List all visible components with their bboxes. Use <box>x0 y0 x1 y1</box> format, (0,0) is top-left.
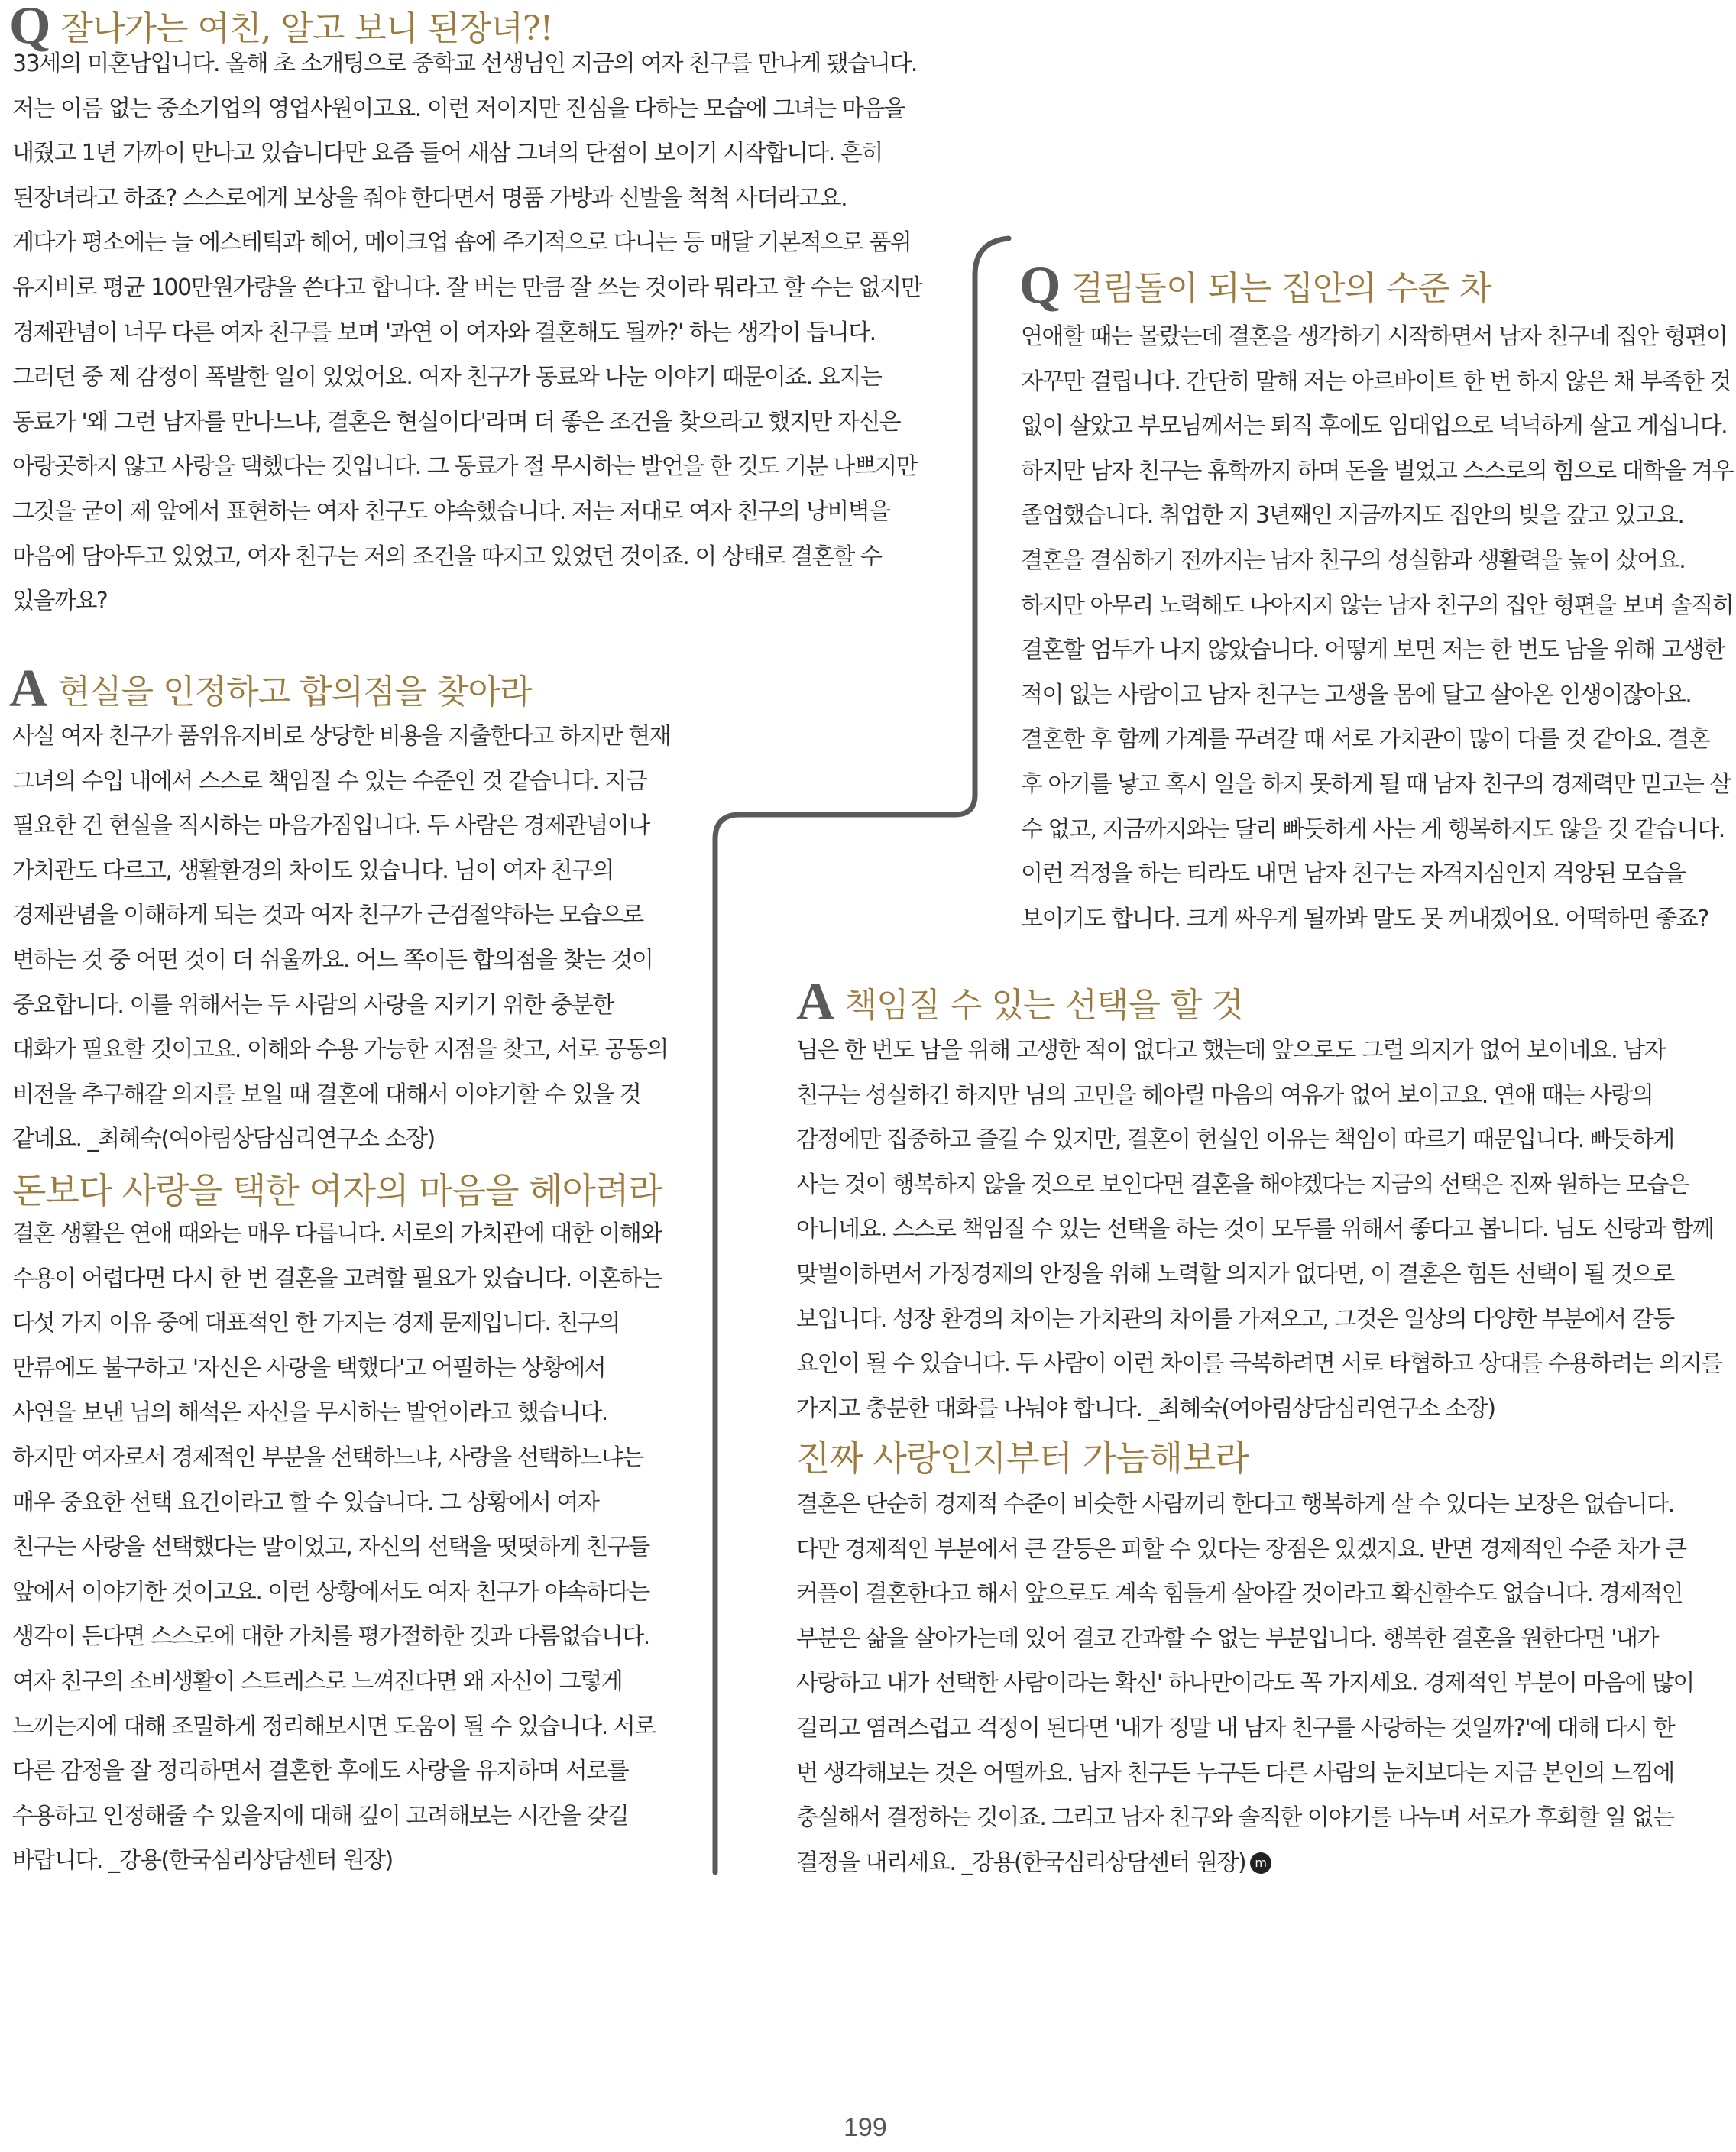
q2-line: 하지만 남자 친구는 휴학까지 하며 돈을 벌었고 스스로의 힘으로 대학을 겨우 <box>1021 457 1734 485</box>
q2-line: 결혼할 엄두가 나지 않았습니다. 어떻게 보면 저는 한 번도 남을 위해 고생한 <box>1021 637 1725 664</box>
q1-body <box>12 42 921 624</box>
q2-letter: Q <box>1019 256 1061 315</box>
a2-line: 님은 한 번도 남을 위해 고생한 적이 없다고 했는데 앞으로도 그럴 의지가 없어 보이네요. 남자 <box>796 1037 1666 1064</box>
a2-line: 가지고 충분한 대화를 나눠야 합니다. _최혜숙(여아림상담심리연구소 소장) <box>796 1395 1495 1422</box>
q2-heading <box>1019 255 1491 316</box>
q1-line: 저는 이름 없는 중소기업의 영업사원이고요. 이런 저이지만 진심을 다하는 모습에 그녀는 마음을 <box>12 95 905 122</box>
a1b-line: 여자 친구의 소비생활이 스트레스로 느껴진다면 왜 자신이 그렇게 <box>12 1667 623 1695</box>
a2-title: 책임질 수 있는 선택을 할 것 <box>844 986 1244 1025</box>
a1-sub-title: 돈보다 사랑을 택한 여자의 마음을 헤아려라 <box>12 1170 662 1211</box>
q1-line: 된장녀라고 하죠? 스스로에게 보상을 줘야 한다면서 명품 가방과 신발을 척척 사더라고요. <box>12 184 847 212</box>
q1-line: 동료가 '왜 그런 남자를 만나느냐, 결혼은 현실이다'라며 더 좋은 조건을 찾으라고 했지만 자신은 <box>12 408 901 436</box>
a2-line: 맞벌이하면서 가정경제의 안정을 위해 노력할 의지가 없다면, 이 결혼은 힘든 선택이 될 것으로 <box>796 1260 1674 1288</box>
a2-line: 요인이 될 수 있습니다. 두 사람이 이런 차이를 극복하려면 서로 타협하고 상대를 수용하려는 의지를 <box>796 1350 1722 1378</box>
a2-body <box>796 1029 1722 1431</box>
a2-sub-body <box>796 1483 1694 1885</box>
q2-line: 보이기도 합니다. 크게 싸우게 될까봐 말도 못 꺼내겠어요. 어떡하면 좋죠? <box>1021 905 1708 932</box>
a1-body <box>12 715 670 1162</box>
a2b-last-line <box>796 1841 1694 1886</box>
a1b-line: 수용하고 인정해줄 수 있을지에 대해 깊이 고려해보는 시간을 갖길 <box>12 1802 629 1830</box>
a1-line: 대화가 필요할 것이고요. 이해와 수용 가능한 지점을 찾고, 서로 공동의 <box>12 1036 668 1064</box>
a2b-line: 다만 경제적인 부분에서 큰 갈등은 피할 수 있다는 장점은 있겠지요. 반면 경제적인 수준 차가 큰 <box>796 1535 1686 1563</box>
q1-line: 경제관념이 너무 다른 여자 친구를 보며 '과연 이 여자와 결혼해도 될까?' 하는 생각이 듭니다. <box>12 319 876 346</box>
a1-line: 비전을 추구해갈 의지를 보일 때 결혼에 대해서 이야기할 수 있을 것 <box>12 1081 641 1108</box>
page-number: 199 <box>844 2113 887 2142</box>
q1-line: 게다가 평소에는 늘 에스테틱과 헤어, 메이크업 숍에 주기적으로 다니는 등 매달 기본적으로 품위 <box>12 229 912 257</box>
q1-line: 유지비로 평균 100만원가량을 쓴다고 합니다. 잘 버는 만큼 잘 쓰는 것이라 뭐라고 할 수는 없지만 <box>12 274 922 301</box>
q2-line: 연애할 때는 몰랐는데 결혼을 생각하기 시작하면서 남자 친구네 집안 형편이 <box>1021 323 1728 350</box>
a2b-line: 부분은 삶을 살아가는데 있어 결코 간과할 수 없는 부분입니다. 행복한 결혼을 원한다면 '내가 <box>796 1625 1658 1652</box>
a1-title: 현실을 인정하고 합의점을 찾아라 <box>57 672 532 711</box>
q2-line: 자꾸만 걸립니다. 간단히 말해 저는 아르바이트 한 번 하지 않은 채 부족한 것 <box>1021 368 1731 395</box>
a1-sub-body <box>12 1212 662 1884</box>
q2-body <box>1021 315 1733 942</box>
a2b-line: 결혼은 단순히 경제적 수준이 비슷한 사람끼리 한다고 행복하게 살 수 있다는 보장은 없습니다. <box>796 1491 1674 1518</box>
a1b-line: 만류에도 불구하고 '자신은 사랑을 택했다'고 어필하는 상황에서 <box>12 1354 606 1382</box>
end-mark-icon: m <box>1250 1852 1271 1874</box>
a2b-line: 번 생각해보는 것은 어떨까요. 남자 친구든 누구든 다른 사람의 눈치보다는 지금 본인의 느낌에 <box>796 1759 1674 1787</box>
a1b-line: 다섯 가지 이유 중에 대표적인 한 가지는 경제 문제입니다. 친구의 <box>12 1310 620 1337</box>
a2-sub-heading <box>796 1431 1249 1481</box>
a2-sub-title: 진짜 사랑인지부터 가늠해보라 <box>796 1437 1249 1479</box>
a1-line: 사실 여자 친구가 품위유지비로 상당한 비용을 지출한다고 하지만 현재 <box>12 723 671 750</box>
a1-line: 변하는 것 중 어떤 것이 더 쉬울까요. 어느 쪽이든 합의점을 찾는 것이 <box>12 946 653 974</box>
a1-line: 필요한 건 현실을 직시하는 마음가짐입니다. 두 사람은 경제관념이나 <box>12 812 649 840</box>
q2-line: 후 아기를 낳고 혹시 일을 하지 못하게 될 때 남자 친구의 경제력만 믿고는 살 <box>1021 770 1731 798</box>
a1-sub-heading <box>12 1163 662 1214</box>
a2b-line: 사랑하고 내가 선택한 사람이라는 확신' 하나만이라도 꼭 가지세요. 경제적인 부분이 마음에 많이 <box>796 1670 1694 1697</box>
q2-line: 결혼한 후 함께 가계를 꾸려갈 때 서로 가치관이 많이 다를 것 같아요. 결혼 <box>1021 726 1710 754</box>
a2-line: 아니네요. 스스로 책임질 수 있는 선택을 하는 것이 모두를 위해서 좋다고 봅니다. 님도 신랑과 함께 <box>796 1216 1714 1243</box>
a1-letter: A <box>9 660 47 718</box>
q1-line: 33세의 미혼남입니다. 올해 초 소개팅으로 중학교 선생님인 지금의 여자 친구를 만나게 됐습니다. <box>12 50 917 77</box>
a1b-line: 사연을 보낸 님의 해석은 자신을 무시하는 발언이라고 했습니다. <box>12 1399 607 1427</box>
a1b-line: 하지만 여자로서 경제적인 부분을 선택하느냐, 사랑을 선택하느냐는 <box>12 1444 643 1471</box>
q2-line: 없이 살았고 부모님께서는 퇴직 후에도 임대업으로 넉넉하게 살고 계십니다. <box>1021 413 1728 440</box>
a2-line: 친구는 성실하긴 하지만 님의 고민을 헤아릴 마음의 여유가 없어 보이고요. 연애 때는 사랑의 <box>796 1081 1653 1109</box>
a1b-line: 친구는 사랑을 선택했다는 말이었고, 자신의 선택을 떳떳하게 친구들 <box>12 1534 649 1561</box>
a1-heading <box>9 659 532 720</box>
a2b-line: 걸리고 염려스럽고 걱정이 된다면 '내가 정말 내 남자 친구를 사랑하는 것일까?'에 대해 다시 한 <box>796 1714 1675 1742</box>
q2-line: 결혼을 결심하기 전까지는 남자 친구의 성실함과 생활력을 높이 샀어요. <box>1021 546 1686 574</box>
q1-line: 있을까요? <box>12 588 108 615</box>
q1-line: 아랑곳하지 않고 사랑을 택했다는 것입니다. 그 동료가 절 무시하는 발언을 한 것도 기분 나쁘지만 <box>12 453 918 481</box>
a1b-line: 앞에서 이야기한 것이고요. 이런 상황에서도 여자 친구가 야속하다는 <box>12 1578 649 1606</box>
a1b-line: 생각이 든다면 스스로에 대한 가치를 평가절하한 것과 다름없습니다. <box>12 1623 649 1651</box>
a1-line: 같네요. _최혜숙(여아림상담심리연구소 소장) <box>12 1126 435 1153</box>
a1-line: 경제관념을 이해하게 되는 것과 여자 친구가 근검절약하는 모습으로 <box>12 902 643 929</box>
a1b-line: 다른 감정을 잘 정리하면서 결혼한 후에도 사랑을 유지하며 서로를 <box>12 1758 629 1785</box>
a2-line: 보입니다. 성장 환경의 차이는 가치관의 차이를 가져오고, 그것은 일상의 다양한 부분에서 갈등 <box>796 1305 1674 1333</box>
q2-line: 졸업했습니다. 취업한 지 3년째인 지금까지도 집안의 빚을 갚고 있고요. <box>1021 502 1684 530</box>
q1-title: 잘나가는 여친, 알고 보니 된장녀?! <box>60 9 553 48</box>
q2-line: 적이 없는 사람이고 남자 친구는 고생을 몸에 달고 살아온 인생이잖아요. <box>1021 681 1692 708</box>
a1b-line: 결혼 생활은 연애 때와는 매우 다릅니다. 서로의 가치관에 대한 이해와 <box>12 1220 662 1247</box>
q2-title: 걸림돌이 되는 집안의 수준 차 <box>1070 269 1491 308</box>
q1-line: 그러던 중 제 감정이 폭발한 일이 있었어요. 여자 친구가 동료와 나눈 이야기 때문이죠. 요지는 <box>12 364 882 391</box>
a2b-line: 충실해서 결정하는 것이죠. 그리고 남자 친구와 솔직한 이야기를 나누며 서로가 후회할 일 없는 <box>796 1804 1674 1832</box>
q1-line: 마음에 담아두고 있었고, 여자 친구는 저의 조건을 따지고 있었던 것이죠. 이 상태로 결혼할 수 <box>12 543 882 570</box>
a2-letter: A <box>796 973 834 1032</box>
q2-line: 하지만 아무리 노력해도 나아지지 않는 남자 친구의 집안 형편을 보며 솔직히 <box>1021 591 1734 619</box>
a1-line: 중요합니다. 이를 위해서는 두 사람의 사랑을 지키기 위한 충분한 <box>12 991 614 1019</box>
a2-line: 사는 것이 행복하지 않을 것으로 보인다면 결혼을 해야겠다는 지금의 선택은 진짜 원하는 모습은 <box>796 1171 1689 1198</box>
q1-line: 그것을 굳이 제 앞에서 표현하는 여자 친구도 야속했습니다. 저는 저대로 여자 친구의 낭비벽을 <box>12 497 890 525</box>
q1-line: 내줬고 1년 가까이 만나고 있습니다만 요즘 들어 새삼 그녀의 단점이 보이기 시작합니다. 흔히 <box>12 140 883 167</box>
a2-heading <box>796 972 1243 1033</box>
q2-line: 수 없고, 지금까지와는 달리 빠듯하게 사는 게 행복하지도 않을 것 같습니다. <box>1021 815 1725 843</box>
a1-line: 가치관도 다르고, 생활환경의 차이도 있습니다. 님이 여자 친구의 <box>12 857 614 884</box>
q2-line: 이런 걱정을 하는 티라도 내면 남자 친구는 자격지심인지 격앙된 모습을 <box>1021 860 1686 888</box>
a1b-line: 수용이 어렵다면 다시 한 번 결혼을 고려할 필요가 있습니다. 이혼하는 <box>12 1265 662 1292</box>
a1b-line: 매우 중요한 선택 요건이라고 할 수 있습니다. 그 상황에서 여자 <box>12 1489 599 1516</box>
a2b-line: 커플이 결혼한다고 해서 앞으로도 계속 힘들게 살아갈 것이라고 확신할수도 없습니다. 경제적인 <box>796 1580 1683 1608</box>
a2b-line: 결정을 내리세요. _강용(한국심리상담센터 원장) <box>796 1849 1246 1876</box>
a1b-line: 바랍니다. _강용(한국심리상담센터 원장) <box>12 1847 393 1875</box>
a2-line: 감정에만 집중하고 즐길 수 있지만, 결혼이 현실인 이유는 책임이 따르기 때문입니다. 빠듯하게 <box>796 1126 1674 1154</box>
a1-line: 그녀의 수입 내에서 스스로 책임질 수 있는 수준인 것 같습니다. 지금 <box>12 767 647 795</box>
q1-letter: Q <box>9 0 50 55</box>
a1b-line: 느끼는지에 대해 조밀하게 정리해보시면 도움이 될 수 있습니다. 서로 <box>12 1713 656 1740</box>
